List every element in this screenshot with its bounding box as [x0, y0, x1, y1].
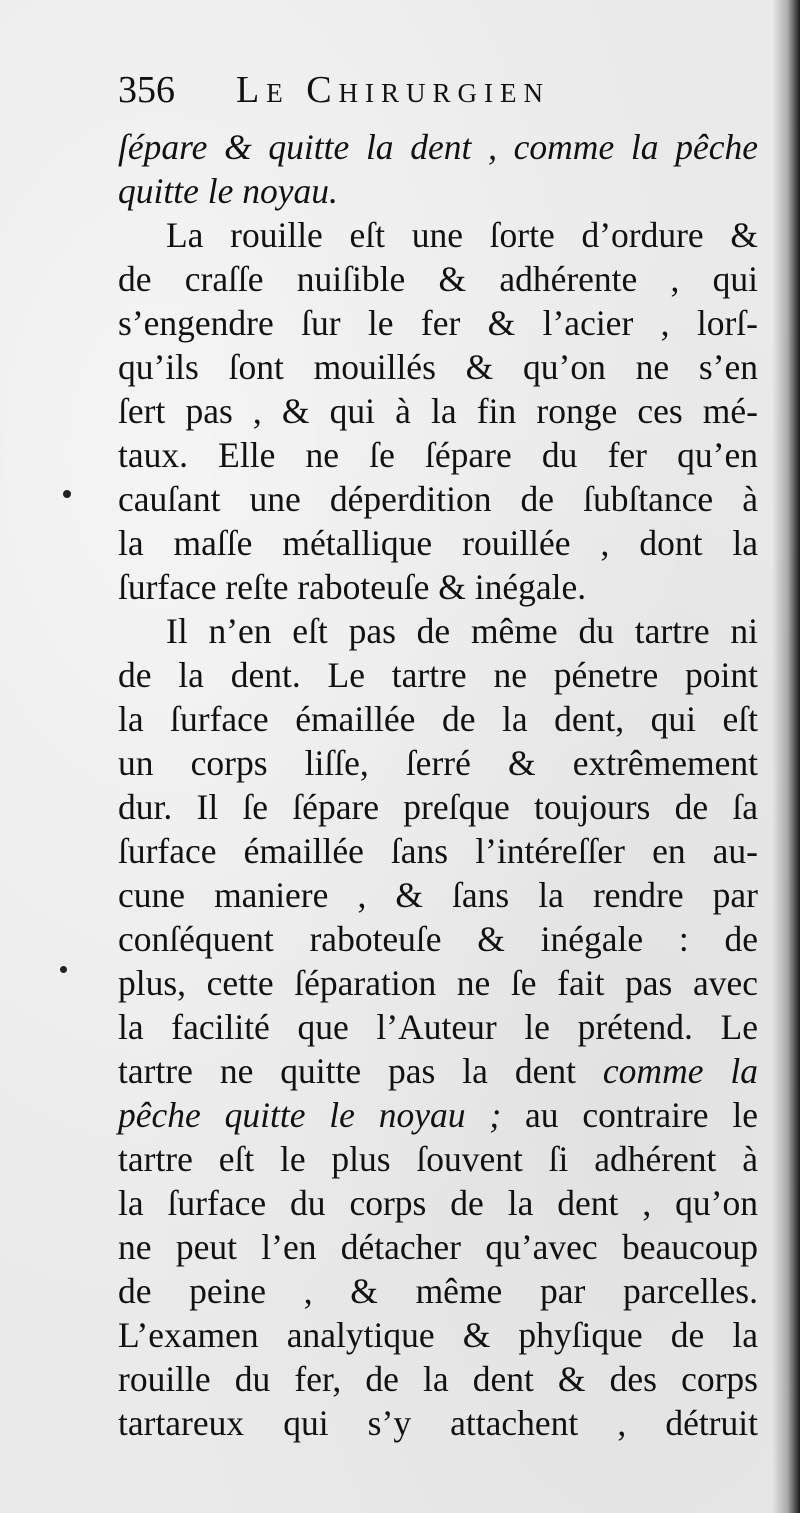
page-gutter-shadow	[772, 0, 800, 1513]
text-line: s’engendre ſur le fer & l’acier , lorſ-	[118, 303, 758, 343]
text-line: ſépare & quitte la dent , comme la pêche	[118, 127, 758, 167]
text-line: Il n’en eſt pas de même du tartre ni	[166, 611, 758, 651]
text-line: ne peut l’en détacher qu’avec beaucoup	[118, 1227, 758, 1267]
text-line: tartre eſt le plus ſouvent ſi adhérent à	[118, 1139, 758, 1179]
text-line: cauſant une déperdition de ſubſtance à	[118, 479, 758, 519]
page-header	[118, 62, 758, 118]
ink-speck	[60, 966, 67, 973]
text-line: de la dent. Le tartre ne pénetre point	[118, 655, 758, 695]
text-line: la facilité que l’Auteur le prétend. Le	[118, 1007, 758, 1047]
text-line: cune maniere , & ſans la rendre par	[118, 875, 758, 915]
text-line: quitte le noyau.	[118, 171, 338, 211]
body-text	[118, 125, 758, 1445]
text-line: de peine , & même par parcelles.	[118, 1271, 758, 1311]
text-line: tartre ne quitte pas la dent comme la	[118, 1051, 759, 1091]
text-line: L’examen analytique & phyſique de la	[118, 1315, 758, 1355]
text-line: rouille du fer, de la dent & des corps	[118, 1359, 758, 1399]
page-number: 356	[118, 69, 175, 111]
text-line: la ſurface du corps de la dent , qu’on	[118, 1183, 758, 1223]
text-line: dur. Il ſe ſépare preſque toujours de ſa	[118, 787, 758, 827]
text-line: ſert pas , & qui à la fin ronge ces mé-	[118, 391, 758, 431]
text-line: tartareux qui s’y attachent , détruit	[118, 1403, 758, 1443]
text-line: de craſſe nuiſible & adhérente , qui	[118, 259, 758, 299]
text-line: pêche quitte le noyau ; au contraire le	[118, 1095, 758, 1135]
text-line: taux. Elle ne ſe ſépare du fer qu’en	[118, 435, 758, 475]
text-line: ſurface reſte raboteuſe & inégale.	[118, 567, 587, 607]
ink-speck	[63, 490, 71, 498]
text-line: plus, cette ſéparation ne ſe fait pas avec	[118, 963, 758, 1003]
text-line: La rouille eſt une ſorte d’ordure &	[166, 215, 758, 255]
text-line: la ſurface émaillée de la dent, qui eſt	[118, 699, 758, 739]
text-line: un corps liſſe, ſerré & extrêmement	[118, 743, 758, 783]
text-line: ſurface émaillée ſans l’intéreſſer en au-	[118, 831, 758, 871]
running-title: Le Chirurgien	[236, 69, 551, 111]
text-line: la maſſe métallique rouillée , dont la	[118, 523, 758, 563]
text-line: qu’ils ſont mouillés & qu’on ne s’en	[118, 347, 758, 387]
text-line: conſéquent raboteuſe & inégale : de	[118, 919, 758, 959]
